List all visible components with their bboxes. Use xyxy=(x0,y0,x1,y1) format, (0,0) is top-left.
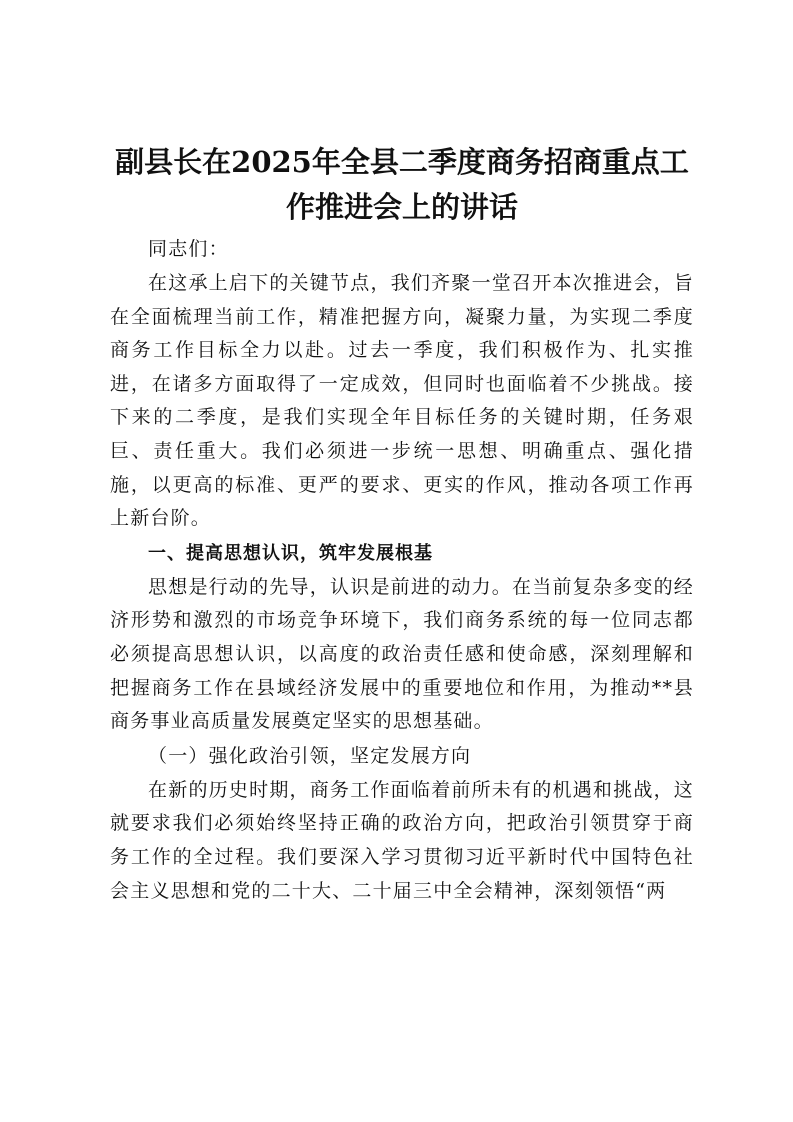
section-1-heading: 一、提高思想认识，筑牢发展根基 xyxy=(148,542,433,564)
section-1-paragraph: 思想是行动的先导，认识是前进的动力。在当前复杂多变的经济形势和激烈的市场竞争环境下，我们商务系统的每一位同志都必须提高思想认识，以高度的政治责任感和使命感，深刻理解和把握商务工作在县域经济发展中的重要地位和作用，为推动**县商务事业高质量发展奠定坚实的思想基础。 xyxy=(110,575,694,733)
salutation: 同志们： xyxy=(148,238,229,260)
intro-paragraph: 在这承上启下的关键节点，我们齐聚一堂召开本次推进会，旨在全面梳理当前工作，精准把握方向，凝聚力量，为实现二季度商务工作目标全力以赴。过去一季度，我们积极作为、扎实推进，在诸多方面取得了一定成效，但同时也面临着不少挑战。接下来的二季度，是我们实现全年目标任务的关键时期，任务艰巨、责任重大。我们必须进一步统一思想、明确重点、强化措施，以更高的标准、更严的要求、更实的作风，推动各项工作再上新台阶。 xyxy=(110,272,694,530)
document-title: 副县长在2025年全县二季度商务招商重点工作推进会上的讲话 xyxy=(115,145,689,224)
document-page xyxy=(110,140,694,908)
subsection-1-heading: （一）强化政治引领，坚定发展方向 xyxy=(148,744,472,767)
subsection-1-paragraph: 在新的历史时期，商务工作面临着前所未有的机遇和挑战，这就要求我们必须始终坚持正确的政治方向，把政治引领贯穿于商务工作的全过程。我们要深入学习贯彻习近平新时代中国特色社会主义思想和党的二十大、二十届三中全会精神，深刻领悟“两 xyxy=(110,778,694,902)
